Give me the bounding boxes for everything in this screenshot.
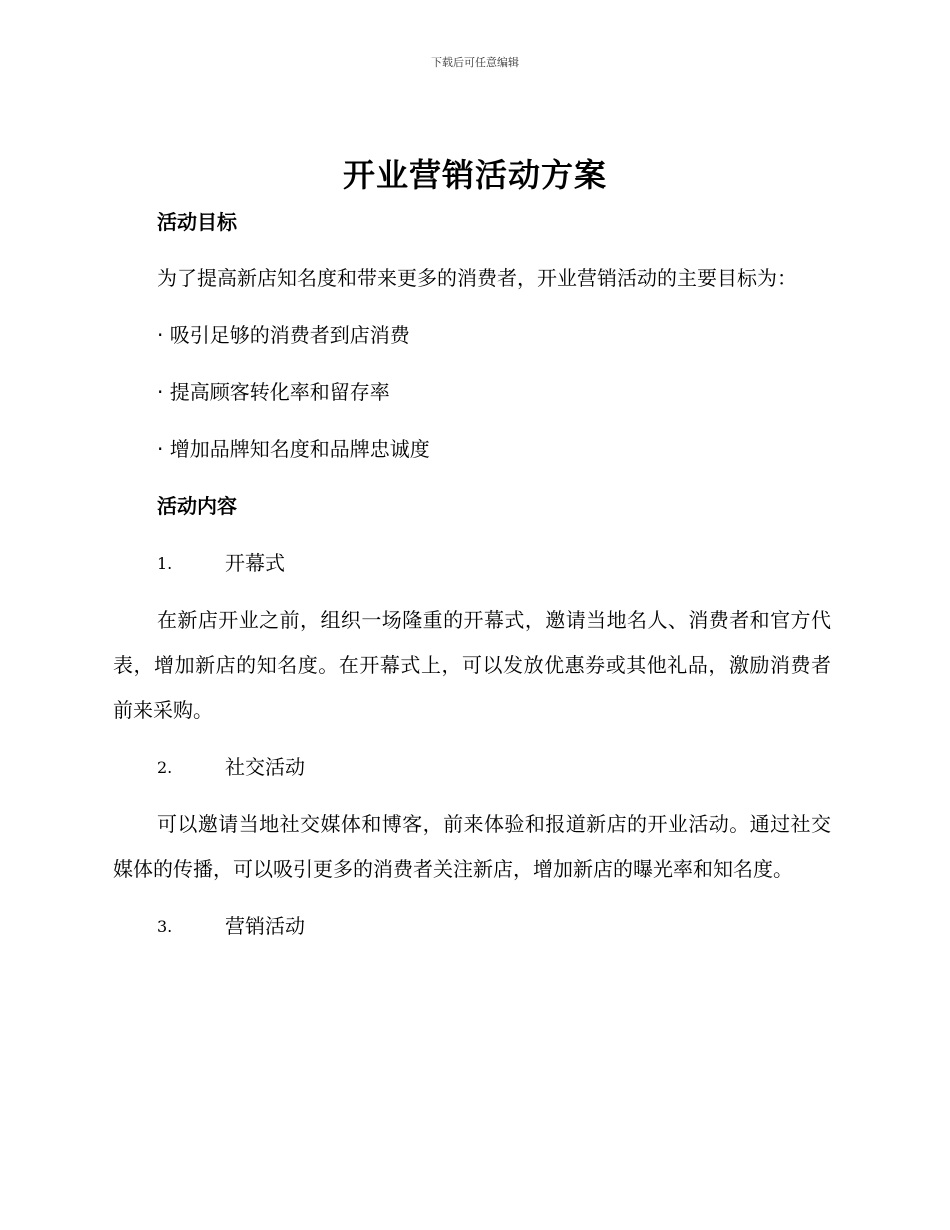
section-heading-content: 活动内容: [157, 494, 237, 518]
item-label: 营销活动: [225, 914, 305, 938]
numbered-item-2: [113, 745, 831, 790]
item-label: 社交活动: [225, 755, 305, 779]
numbered-item-1: [113, 541, 831, 586]
numbered-item-3: [113, 904, 831, 949]
item-2-paragraph: 可以邀请当地社交媒体和博客，前来体验和报道新店的开业活动。通过社交媒体的传播，可以吸引更多的消费者关注新店，增加新店的曝光率和知名度。: [113, 812, 831, 881]
document-body: [113, 200, 831, 949]
item-label: 开幕式: [225, 551, 285, 575]
item-number: 3.: [157, 917, 173, 936]
item-number: 1.: [157, 554, 173, 573]
goal-bullet-1: · 吸引足够的消费者到店消费: [157, 323, 410, 347]
document-title: 开业营销活动方案: [342, 156, 607, 194]
goal-bullet-2: · 提高顾客转化率和留存率: [157, 380, 390, 404]
item-number: 2.: [157, 758, 173, 777]
goal-intro-paragraph: 为了提高新店知名度和带来更多的消费者，开业营销活动的主要目标为：: [157, 266, 797, 290]
item-1-paragraph: 在新店开业之前，组织一场隆重的开幕式，邀请当地名人、消费者和官方代表，增加新店的知名度。在开幕式上，可以发放优惠券或其他礼品，激励消费者前来采购。: [113, 608, 831, 722]
section-heading-goal: 活动目标: [157, 210, 237, 234]
goal-bullet-3: · 增加品牌知名度和品牌忠诚度: [157, 437, 430, 461]
header-note: 下载后可任意编辑: [431, 56, 519, 69]
